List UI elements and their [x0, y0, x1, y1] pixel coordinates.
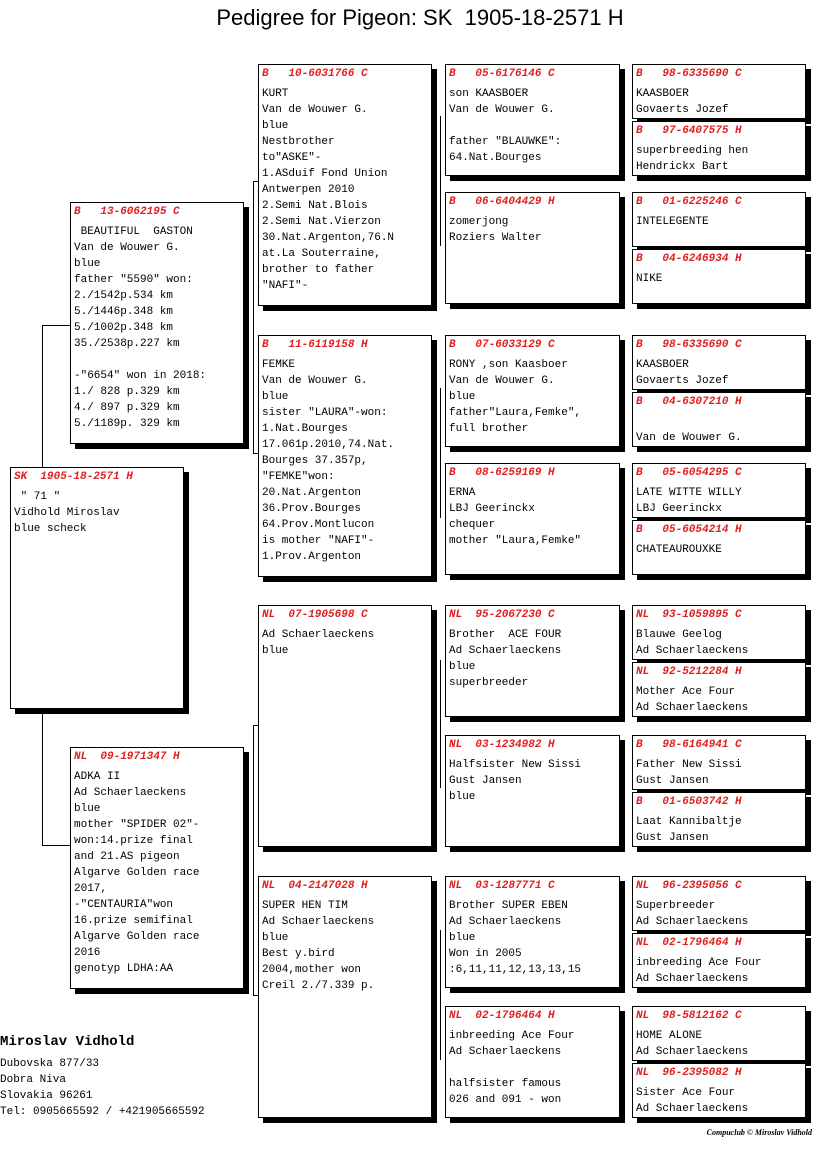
pigeon-card-ggp: [445, 192, 620, 304]
pigeon-info-line: superbreeding hen: [636, 145, 749, 157]
pigeon-info-line: Halfsister New Sissi: [449, 759, 582, 771]
pigeon-card-sire: [70, 202, 244, 444]
pigeon-info-line: ERNA: [449, 487, 476, 499]
pigeon-info-line: Ad Schaerlaeckens: [74, 787, 187, 799]
pigeon-card-gggp: [632, 335, 806, 390]
pigeon-card-gggp: [632, 792, 806, 847]
pigeon-info-line: chequer: [449, 519, 496, 531]
ring-number: B 04-6246934 H: [636, 253, 742, 265]
ring-number: B 98-6164941 C: [636, 739, 742, 751]
pigeon-card-gggp: [632, 520, 806, 575]
pigeon-info-line: zomerjong: [449, 216, 509, 228]
pigeon-info-line: Ad Schaerlaeckens: [636, 916, 749, 928]
ring-number: B 98-6335690 C: [636, 68, 742, 80]
owner-phone: Tel: 0905665592 / +421905665592: [0, 1106, 205, 1118]
pigeon-info-line: inbreeding Ace Four: [449, 1030, 575, 1042]
connector-line: [42, 845, 70, 846]
pigeon-info-line: Ad Schaerlaeckens: [636, 702, 749, 714]
pigeon-info-line: [449, 118, 616, 134]
ring-number: SK 1905-18-2571 H: [14, 471, 133, 483]
pigeon-info-line: 1.Nat.Bourges: [262, 423, 348, 435]
pigeon-info-line: 1.ASduif Fond Union: [262, 168, 388, 180]
ring-number: NL 96-2395056 C: [636, 880, 742, 892]
pigeon-info-line: Govaerts Jozef: [636, 375, 729, 387]
pigeon-card-ggp: [445, 735, 620, 847]
pigeon-info-line: Ad Schaerlaeckens: [636, 1046, 749, 1058]
pigeon-info-line: blue: [449, 932, 476, 944]
connector-line: [42, 325, 43, 468]
pigeon-card-gggp: [632, 876, 806, 931]
ring-number: B 98-6335690 C: [636, 339, 742, 351]
pigeon-info-line: 5./1446p.348 km: [74, 306, 174, 318]
ring-number: B 05-6054214 H: [636, 524, 742, 536]
pigeon-info-line: blue: [449, 661, 476, 673]
pigeon-info-line: Ad Schaerlaeckens: [449, 916, 562, 928]
pigeon-info-line: Bourges 37.357p,: [262, 455, 368, 467]
pigeon-info-line: [449, 1060, 616, 1076]
pigeon-info-line: Mother Ace Four: [636, 686, 736, 698]
pigeon-card-gggp: [632, 392, 806, 447]
pigeon-info-line: CHATEAUROUXKE: [636, 544, 722, 556]
pigeon-info-line: ADKA II: [74, 771, 121, 783]
pigeon-info-line: 5./1002p.348 km: [74, 322, 174, 334]
pigeon-card-gggp: [632, 64, 806, 119]
pigeon-card-gggp: [632, 933, 806, 988]
ring-number: B 07-6033129 C: [449, 339, 555, 351]
ring-number: NL 09-1971347 H: [74, 751, 180, 763]
pigeon-info-line: Govaerts Jozef: [636, 104, 729, 116]
pigeon-info-line: genotyp LDHA:AA: [74, 963, 174, 975]
pigeon-info-line: Gust Jansen: [449, 775, 522, 787]
pigeon-info-line: "FEMKE"won:: [262, 471, 335, 483]
pigeon-info-line: son KAASBOER: [449, 88, 529, 100]
pigeon-info-line: Algarve Golden race: [74, 931, 200, 943]
pigeon-card-gggp: [632, 249, 806, 304]
ring-number: NL 96-2395082 H: [636, 1067, 742, 1079]
pigeon-info-line: Ad Schaerlaeckens: [262, 629, 375, 641]
ring-number: NL 93-1059895 C: [636, 609, 742, 621]
pigeon-info-line: blue: [449, 791, 476, 803]
pigeon-info-line: Blauwe Geelog: [636, 629, 722, 641]
pigeon-info-line: mother "Laura,Femke": [449, 535, 582, 547]
pigeon-info-line: LBJ Geerinckx: [636, 503, 722, 515]
owner-address-line: Dubovska 877/33: [0, 1058, 100, 1070]
pigeon-info-line: Laat Kannibaltje: [636, 816, 742, 828]
pigeon-info-line: 2017,: [74, 883, 108, 895]
ring-number: NL 07-1905698 C: [262, 609, 368, 621]
pigeon-info-line: Ad Schaerlaeckens: [449, 645, 562, 657]
ring-number: NL 98-5812162 C: [636, 1010, 742, 1022]
ring-number: B 01-6225246 C: [636, 196, 742, 208]
pigeon-info-line: Father New Sissi: [636, 759, 742, 771]
pigeon-info-line: KAASBOER: [636, 359, 689, 371]
pigeon-info-line: Ad Schaerlaeckens: [636, 973, 749, 985]
pigeon-info-line: Van de Wouwer G.: [449, 375, 555, 387]
pigeon-card-gggp: [632, 735, 806, 790]
pigeon-card-gggp: [632, 121, 806, 176]
pigeon-card-ggp: [445, 605, 620, 717]
footer-credit: Compuclub © Miroslav Vidhold: [706, 1128, 812, 1137]
ring-number: NL 95-2067230 C: [449, 609, 555, 621]
owner-info: [0, 1034, 205, 1120]
ring-number: B 06-6404429 H: [449, 196, 555, 208]
pigeon-info-line: Van de Wouwer G.: [636, 432, 742, 444]
pigeon-info-line: [74, 352, 240, 368]
pigeon-info-line: "NAFI"-: [262, 280, 309, 292]
ring-number: B 04-6307210 H: [636, 396, 742, 408]
pigeon-info-line: 5./1189p. 329 km: [74, 418, 180, 430]
ring-number: NL 04-2147028 H: [262, 880, 368, 892]
ring-number: B 10-6031766 C: [262, 68, 368, 80]
pigeon-info-line: Ad Schaerlaeckens: [636, 1103, 749, 1115]
pigeon-info-line: Van de Wouwer G.: [449, 104, 555, 116]
pigeon-info-line: blue scheck: [14, 523, 87, 535]
connector-line: [42, 325, 70, 326]
connector-line: [253, 181, 254, 453]
ring-number: B 01-6503742 H: [636, 796, 742, 808]
pigeon-info-line: FEMKE: [262, 359, 296, 371]
pigeon-info-line: Sister Ace Four: [636, 1087, 736, 1099]
pigeon-info-line: Nestbrother: [262, 136, 335, 148]
pigeon-info-line: blue: [74, 258, 101, 270]
ring-number: B 97-6407575 H: [636, 125, 742, 137]
pigeon-info-line: 1.Prov.Argenton: [262, 551, 362, 563]
pigeon-info-line: blue: [262, 645, 289, 657]
pigeon-info-line: Superbreeder: [636, 900, 716, 912]
ring-number: B 05-6176146 C: [449, 68, 555, 80]
pigeon-card-ggp: [445, 64, 620, 176]
connector-line: [440, 388, 441, 518]
pigeon-info-line: 2.Semi Nat.Blois: [262, 200, 368, 212]
pigeon-info-line: 30.Nat.Argenton,76.N: [262, 232, 395, 244]
pigeon-info-line: Vidhold Miroslav: [14, 507, 120, 519]
pigeon-info-line: superbreeder: [449, 677, 529, 689]
pigeon-card-gggp: [632, 192, 806, 247]
pigeon-card-gggp: [632, 1006, 806, 1061]
ring-number: B 05-6054295 C: [636, 467, 742, 479]
pigeon-info-line: Algarve Golden race: [74, 867, 200, 879]
pigeon-info-line: blue: [262, 391, 289, 403]
pigeon-info-line: KAASBOER: [636, 88, 689, 100]
pigeon-info-line: sister "LAURA"-won:: [262, 407, 388, 419]
pigeon-info-line: Brother SUPER EBEN: [449, 900, 568, 912]
pigeon-info-line: Gust Jansen: [636, 832, 709, 844]
pigeon-info-line: 1./ 828 p.329 km: [74, 386, 180, 398]
ring-number: NL 03-1287771 C: [449, 880, 555, 892]
pigeon-info-line: Gust Jansen: [636, 775, 709, 787]
pigeon-info-line: -"CENTAURIA"won: [74, 899, 174, 911]
pigeon-info-line: 2004,mother won: [262, 964, 362, 976]
pigeon-info-line: SUPER HEN TIM: [262, 900, 348, 912]
ring-number: NL 92-5212284 H: [636, 666, 742, 678]
pigeon-info-line: at.La Souterraine,: [262, 248, 381, 260]
pigeon-card-gggp: [632, 605, 806, 660]
pigeon-info-line: father"Laura,Femke",: [449, 407, 582, 419]
pigeon-info-line: blue: [262, 932, 289, 944]
pigeon-info-line: 026 and 091 - won: [449, 1094, 562, 1106]
pigeon-info-line: LATE WITTE WILLY: [636, 487, 742, 499]
pigeon-info-line: Won in 2005: [449, 948, 522, 960]
pigeon-info-line: blue: [449, 391, 476, 403]
connector-line: [440, 116, 441, 246]
pigeon-info-line: father "BLAUWKE":: [449, 136, 562, 148]
pigeon-card-dam-dam: [258, 876, 432, 1118]
ring-number: B 13-6062195 C: [74, 206, 180, 218]
pigeon-info-line: Van de Wouwer G.: [262, 104, 368, 116]
pigeon-card-sire-sire: [258, 64, 432, 306]
pigeon-info-line: -"6654" won in 2018:: [74, 370, 207, 382]
owner-name: Miroslav Vidhold: [0, 1034, 135, 1050]
pigeon-info-line: is mother "NAFI"-: [262, 535, 375, 547]
pigeon-info-line: 36.Prov.Bourges: [262, 503, 362, 515]
pigeon-info-line: 35./2538p.227 km: [74, 338, 180, 350]
pigeon-info-line: 16.prize semifinal: [74, 915, 193, 927]
pigeon-info-line: Creil 2./7.339 p.: [262, 980, 375, 992]
pigeon-info-line: INTELEGENTE: [636, 216, 709, 228]
pigeon-info-line: Ad Schaerlaeckens: [262, 916, 375, 928]
pigeon-info-line: blue: [74, 803, 101, 815]
connector-line: [440, 660, 441, 788]
pigeon-card-subject: [10, 467, 184, 709]
pigeon-card-ggp: [445, 876, 620, 988]
pigeon-info-line: NIKE: [636, 273, 663, 285]
ring-number: NL 02-1796464 H: [636, 937, 742, 949]
pigeon-info-line: Brother ACE FOUR: [449, 629, 562, 641]
pigeon-info-line: won:14.prize final: [74, 835, 193, 847]
pigeon-card-dam-sire: [258, 605, 432, 847]
pigeon-info-line: Ad Schaerlaeckens: [636, 645, 749, 657]
pigeon-card-ggp: [445, 335, 620, 447]
pigeon-card-gggp: [632, 463, 806, 518]
owner-address-line: Slovakia 96261: [0, 1090, 93, 1102]
pigeon-info-line: full brother: [449, 423, 529, 435]
pigeon-info-line: Van de Wouwer G.: [262, 375, 368, 387]
pigeon-info-line: [636, 414, 802, 430]
pigeon-info-line: Ad Schaerlaeckens: [449, 1046, 562, 1058]
pigeon-info-line: Roziers Walter: [449, 232, 542, 244]
pigeon-info-line: Van de Wouwer G.: [74, 242, 180, 254]
connector-line: [440, 930, 441, 1060]
pigeon-info-line: 20.Nat.Argenton: [262, 487, 362, 499]
pigeon-info-line: 2016: [74, 947, 101, 959]
pigeon-info-line: 64.Prov.Montlucon: [262, 519, 375, 531]
pigeon-info-line: blue: [262, 120, 289, 132]
pigeon-info-line: 2.Semi Nat.Vierzon: [262, 216, 381, 228]
pigeon-card-gggp: [632, 662, 806, 717]
pigeon-info-line: to"ASKE"-: [262, 152, 322, 164]
pigeon-info-line: BEAUTIFUL GASTON: [74, 226, 193, 238]
pigeon-card-dam: [70, 747, 244, 989]
pigeon-info-line: 64.Nat.Bourges: [449, 152, 542, 164]
pigeon-info-line: mother "SPIDER 02"-: [74, 819, 200, 831]
pigeon-info-line: 2./1542p.534 km: [74, 290, 174, 302]
pigeon-info-line: 17.061p.2010,74.Nat.: [262, 439, 395, 451]
owner-address-line: Dobra Niva: [0, 1074, 67, 1086]
connector-line: [253, 725, 254, 995]
pigeon-info-line: HOME ALONE: [636, 1030, 703, 1042]
ring-number: NL 02-1796464 H: [449, 1010, 555, 1022]
page-title: Pedigree for Pigeon: SK 1905-18-2571 H: [216, 5, 624, 30]
pigeon-info-line: and 21.AS pigeon: [74, 851, 180, 863]
connector-line: [42, 711, 43, 845]
pigeon-info-line: 4./ 897 p.329 km: [74, 402, 180, 414]
pigeon-info-line: :6,11,11,12,13,13,15: [449, 964, 582, 976]
pigeon-info-line: halfsister famous: [449, 1078, 562, 1090]
pigeon-info-line: Antwerpen 2010: [262, 184, 355, 196]
pigeon-card-ggp: [445, 1006, 620, 1118]
pigeon-card-ggp: [445, 463, 620, 575]
pigeon-info-line: brother to father: [262, 264, 375, 276]
ring-number: NL 03-1234982 H: [449, 739, 555, 751]
pigeon-info-line: " 71 ": [14, 491, 61, 503]
pigeon-card-sire-dam: [258, 335, 432, 577]
pigeon-info-line: Best y.bird: [262, 948, 335, 960]
pigeon-info-line: KURT: [262, 88, 289, 100]
pigeon-info-line: inbreeding Ace Four: [636, 957, 762, 969]
pigeon-info-line: father "5590" won:: [74, 274, 193, 286]
pigeon-info-line: RONY ,son Kaasboer: [449, 359, 568, 371]
pigeon-card-gggp: [632, 1063, 806, 1118]
ring-number: B 11-6119158 H: [262, 339, 368, 351]
pigeon-info-line: LBJ Geerinckx: [449, 503, 535, 515]
pigeon-info-line: Hendrickx Bart: [636, 161, 729, 173]
ring-number: B 08-6259169 H: [449, 467, 555, 479]
